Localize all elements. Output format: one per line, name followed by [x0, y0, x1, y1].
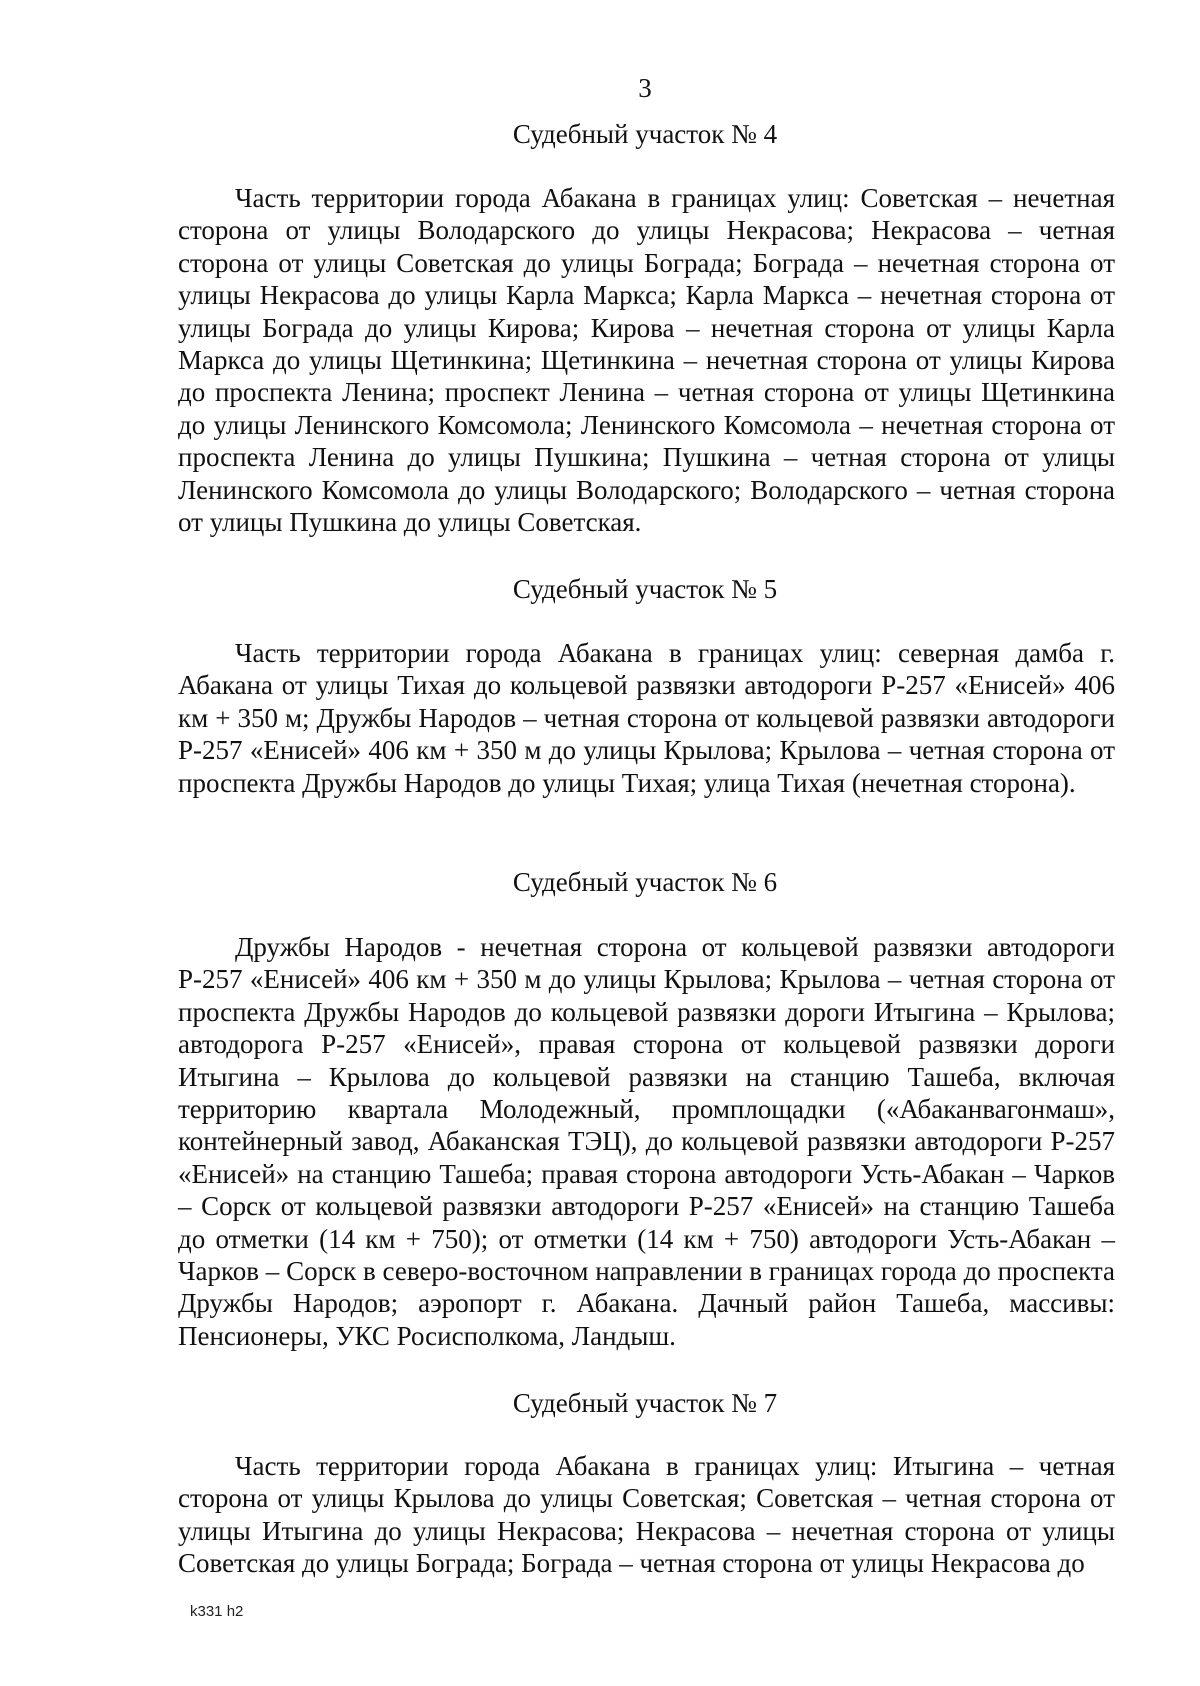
section-text-4: Часть территории города Абакана в границах улиц: Советская – нечетная сторона от улицы Володарского до улицы Некрасова; Некрасова – четная сторона от улицы Советская до улицы Бограда; Бограда – нечетная сторона от улицы Некрасова до улицы Карла Маркса; Карла Маркса – нечетная сторона от улицы Бограда до улицы Кирова; Кирова – нечетная сторона от улицы Карла Маркса до улицы Щетинкина; Щетинкина – нечетная сторона от улицы Кирова до проспекта Ленина; проспект Ленина – четная сторона от улицы Щетинкина до улицы Ленинского Комсомола; Ленинского Комсомола – нечетная сторона от проспекта Ленина до улицы Пушкина; Пушкина – четная сторона от улицы Ленинского Комсомола до улицы Володарского; Володарского – четная сторона от улицы Пушкина до улицы Советская.: [178, 183, 1115, 538]
section-text-7: Часть территории города Абакана в границах улиц: Итыгина – четная сторона от улицы Крылова до улицы Советская; Советская – четная сторона от улицы Итыгина до улицы Некрасова; Некрасова – нечетная сторона от улицы Советская до улицы Бограда; Бограда – четная сторона от улицы Некрасова до: [178, 1451, 1115, 1579]
section-heading-7: Судебный участок № 7: [512, 1388, 778, 1418]
section-heading-4: Судебный участок № 4: [512, 119, 778, 149]
section-text-6: Дружбы Народов - нечетная сторона от кольцевой развязки автодороги Р-257 «Енисей» 406 км + 350 м до улицы Крылова; Крылова – четная сторона от проспекта Дружбы Народов до кольцевой развязки дороги Итыгина – Крылова; автодорога Р-257 «Енисей», правая сторона от кольцевой развязки дороги Итыгина – Крылова до кольцевой развязки на станцию Ташеба, включая территорию квартала Молодежный, промплощадки («Абаканвагонмаш», контейнерный завод, Абаканская ТЭЦ), до кольцевой развязки автодороги Р-257 «Енисей» на станцию Ташеба; правая сторона автодороги Усть-Абакан – Чарков – Сорск от кольцевой развязки автодороги Р-257 «Енисей» на станцию Ташеба до отметки (14 км + 750); от отметки (14 км + 750) автодороги Усть-Абакан – Чарков – Сорск в северо-восточном направлении в границах города до проспекта Дружбы Народов; аэропорт г. Абакана. Дачный район Ташеба, массивы: Пенсионеры, УКС Росисполкома, Ландыш.: [178, 932, 1115, 1351]
page-number: 3: [638, 73, 652, 103]
section-heading-5: Судебный участок № 5: [512, 574, 778, 604]
section-heading-6: Судебный участок № 6: [512, 867, 778, 897]
section-text-5: Часть территории города Абакана в границах улиц: северная дамба г. Абакана от улицы Тихая до кольцевой развязки автодороги Р-257 «Енисей» 406 км + 350 м; Дружбы Народов – четная сторона от кольцевой развязки автодороги Р-257 «Енисей» 406 км + 350 м до улицы Крылова; Крылова – четная сторона от проспекта Дружбы Народов до улицы Тихая; улица Тихая (нечетная сторона).: [178, 638, 1115, 798]
footer-code: k331 h2: [190, 1603, 244, 1620]
